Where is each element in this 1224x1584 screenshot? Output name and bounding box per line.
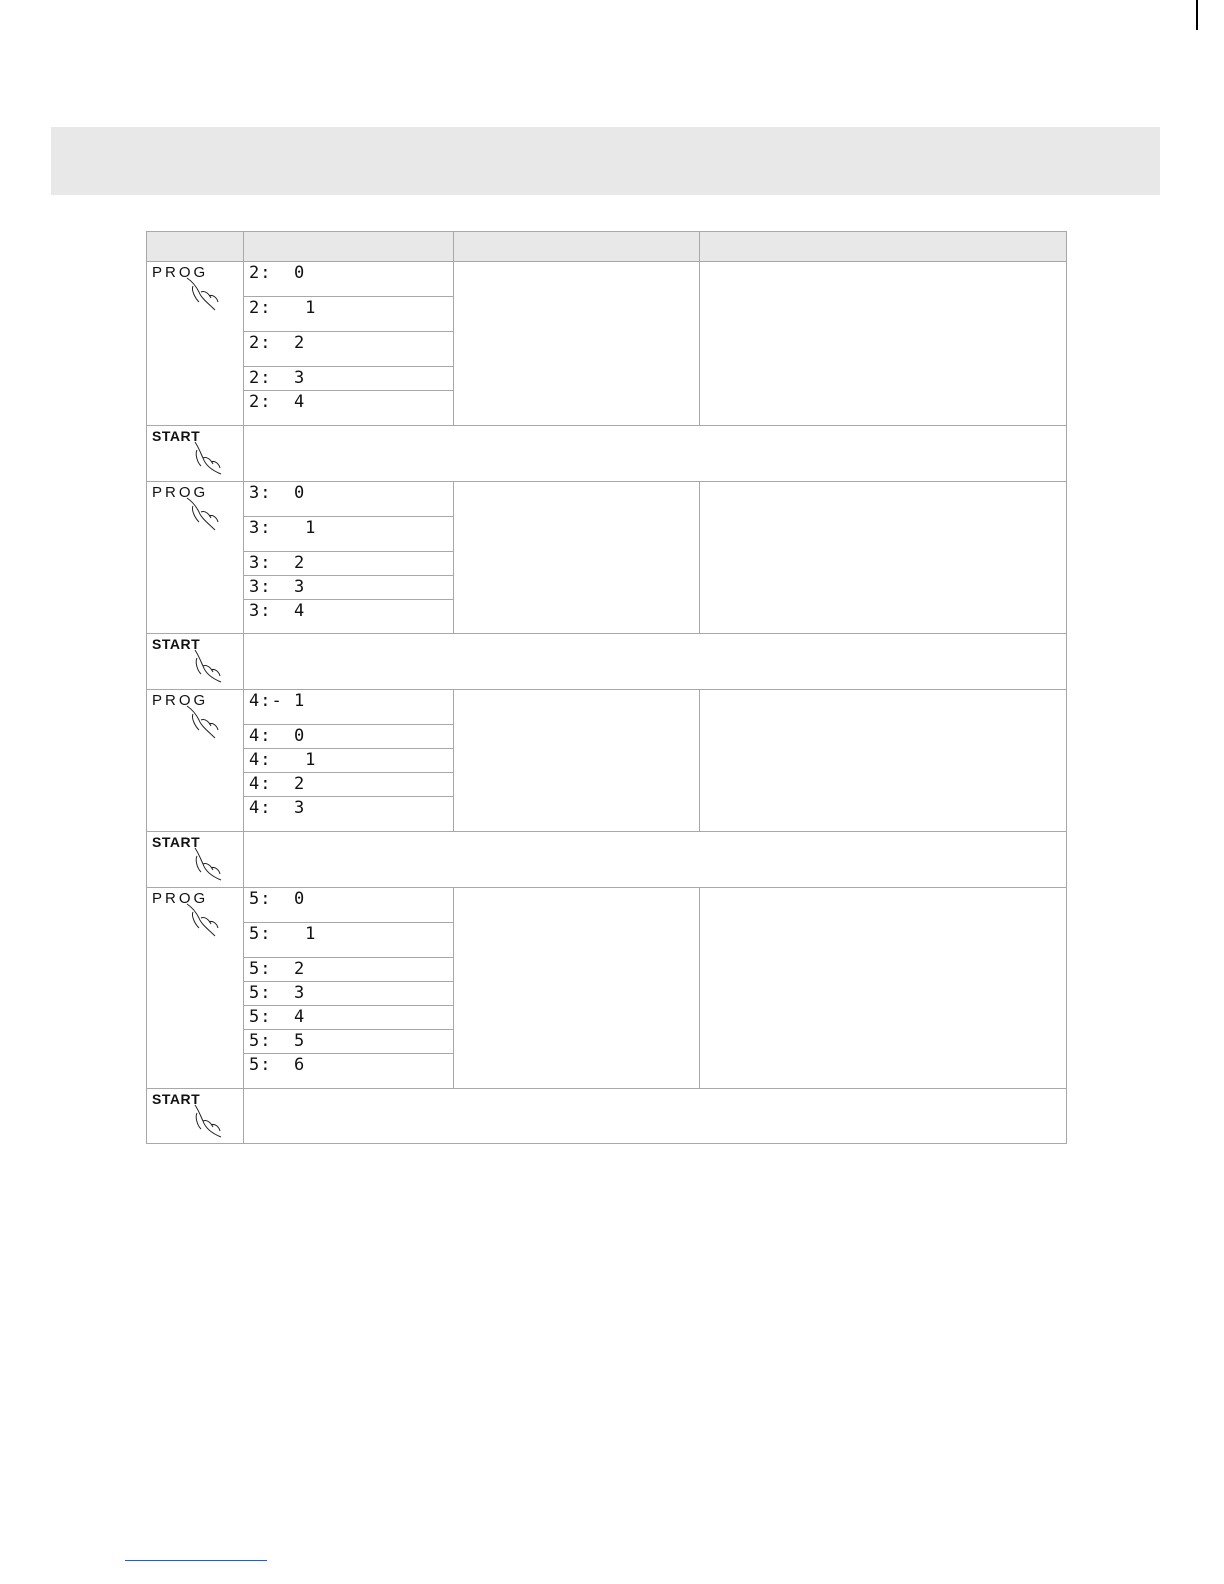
start-button-label: START bbox=[152, 636, 201, 652]
start-description bbox=[244, 1089, 1067, 1144]
setting-description bbox=[454, 262, 700, 426]
display-code: 4: 1 bbox=[244, 749, 454, 773]
start-row bbox=[147, 634, 1067, 690]
pointing-hand-icon bbox=[185, 1103, 231, 1143]
display-code: 4: 3 bbox=[244, 797, 454, 832]
start-button-label: START bbox=[152, 1091, 201, 1107]
prog-button-cell[interactable] bbox=[147, 482, 244, 634]
start-description bbox=[244, 634, 1067, 690]
start-row bbox=[147, 1089, 1067, 1144]
display-code: 2: 1 bbox=[244, 297, 454, 332]
display-code: 2: 2 bbox=[244, 332, 454, 367]
display-code: 3: 4 bbox=[244, 600, 454, 634]
setting-description bbox=[454, 690, 700, 832]
column-header-notes bbox=[700, 232, 1067, 262]
prog-button-label: PROG bbox=[152, 264, 209, 281]
table-row bbox=[147, 690, 1067, 725]
start-button-label: START bbox=[152, 834, 201, 850]
settings-table bbox=[146, 231, 1067, 1144]
start-button-label: START bbox=[152, 428, 201, 444]
start-description bbox=[244, 832, 1067, 888]
pointing-hand-icon bbox=[185, 846, 231, 886]
display-code: 3: 3 bbox=[244, 576, 454, 600]
display-code: 3: 2 bbox=[244, 552, 454, 576]
display-code: 5: 3 bbox=[244, 982, 454, 1006]
setting-notes bbox=[700, 888, 1067, 1089]
display-code: 5: 4 bbox=[244, 1006, 454, 1030]
prog-button-cell[interactable] bbox=[147, 888, 244, 1089]
display-code: 2: 3 bbox=[244, 367, 454, 391]
setting-description bbox=[454, 888, 700, 1089]
setting-notes bbox=[700, 482, 1067, 634]
setting-notes bbox=[700, 690, 1067, 832]
start-row bbox=[147, 832, 1067, 888]
display-code: 5: 2 bbox=[244, 958, 454, 982]
display-code: 2: 4 bbox=[244, 391, 454, 426]
table-header-row bbox=[147, 232, 1067, 262]
table-row bbox=[147, 482, 1067, 517]
table-row bbox=[147, 888, 1067, 923]
start-button-cell[interactable] bbox=[147, 832, 244, 888]
column-header-setting bbox=[454, 232, 700, 262]
pointing-hand-icon bbox=[185, 648, 231, 688]
prog-button-cell[interactable] bbox=[147, 262, 244, 426]
table-row bbox=[147, 262, 1067, 297]
prog-button-label: PROG bbox=[152, 692, 209, 709]
column-header-display bbox=[244, 232, 454, 262]
pointing-hand-icon bbox=[185, 704, 231, 744]
display-code: 5: 0 bbox=[244, 888, 454, 923]
display-code: 5: 1 bbox=[244, 923, 454, 958]
footer-link-underline[interactable] bbox=[125, 1560, 267, 1561]
pointing-hand-icon bbox=[185, 496, 231, 536]
display-code: 4: 2 bbox=[244, 773, 454, 797]
pointing-hand-icon bbox=[185, 902, 231, 942]
display-code: 5: 6 bbox=[244, 1054, 454, 1089]
start-row bbox=[147, 426, 1067, 482]
pointing-hand-icon bbox=[185, 440, 231, 480]
display-code: 3: 0 bbox=[244, 482, 454, 517]
display-code: 4:- 1 bbox=[244, 690, 454, 725]
column-header-button bbox=[147, 232, 244, 262]
prog-button-label: PROG bbox=[152, 890, 209, 907]
display-code: 5: 5 bbox=[244, 1030, 454, 1054]
prog-button-cell[interactable] bbox=[147, 690, 244, 832]
crop-mark bbox=[1196, 0, 1198, 30]
start-button-cell[interactable] bbox=[147, 1089, 244, 1144]
start-description bbox=[244, 426, 1067, 482]
section-header-band bbox=[51, 127, 1160, 195]
setting-notes bbox=[700, 262, 1067, 426]
start-button-cell[interactable] bbox=[147, 634, 244, 690]
display-code: 4: 0 bbox=[244, 725, 454, 749]
pointing-hand-icon bbox=[185, 276, 231, 316]
display-code: 2: 0 bbox=[244, 262, 454, 297]
start-button-cell[interactable] bbox=[147, 426, 244, 482]
setting-description bbox=[454, 482, 700, 634]
display-code: 3: 1 bbox=[244, 517, 454, 552]
prog-button-label: PROG bbox=[152, 484, 209, 501]
